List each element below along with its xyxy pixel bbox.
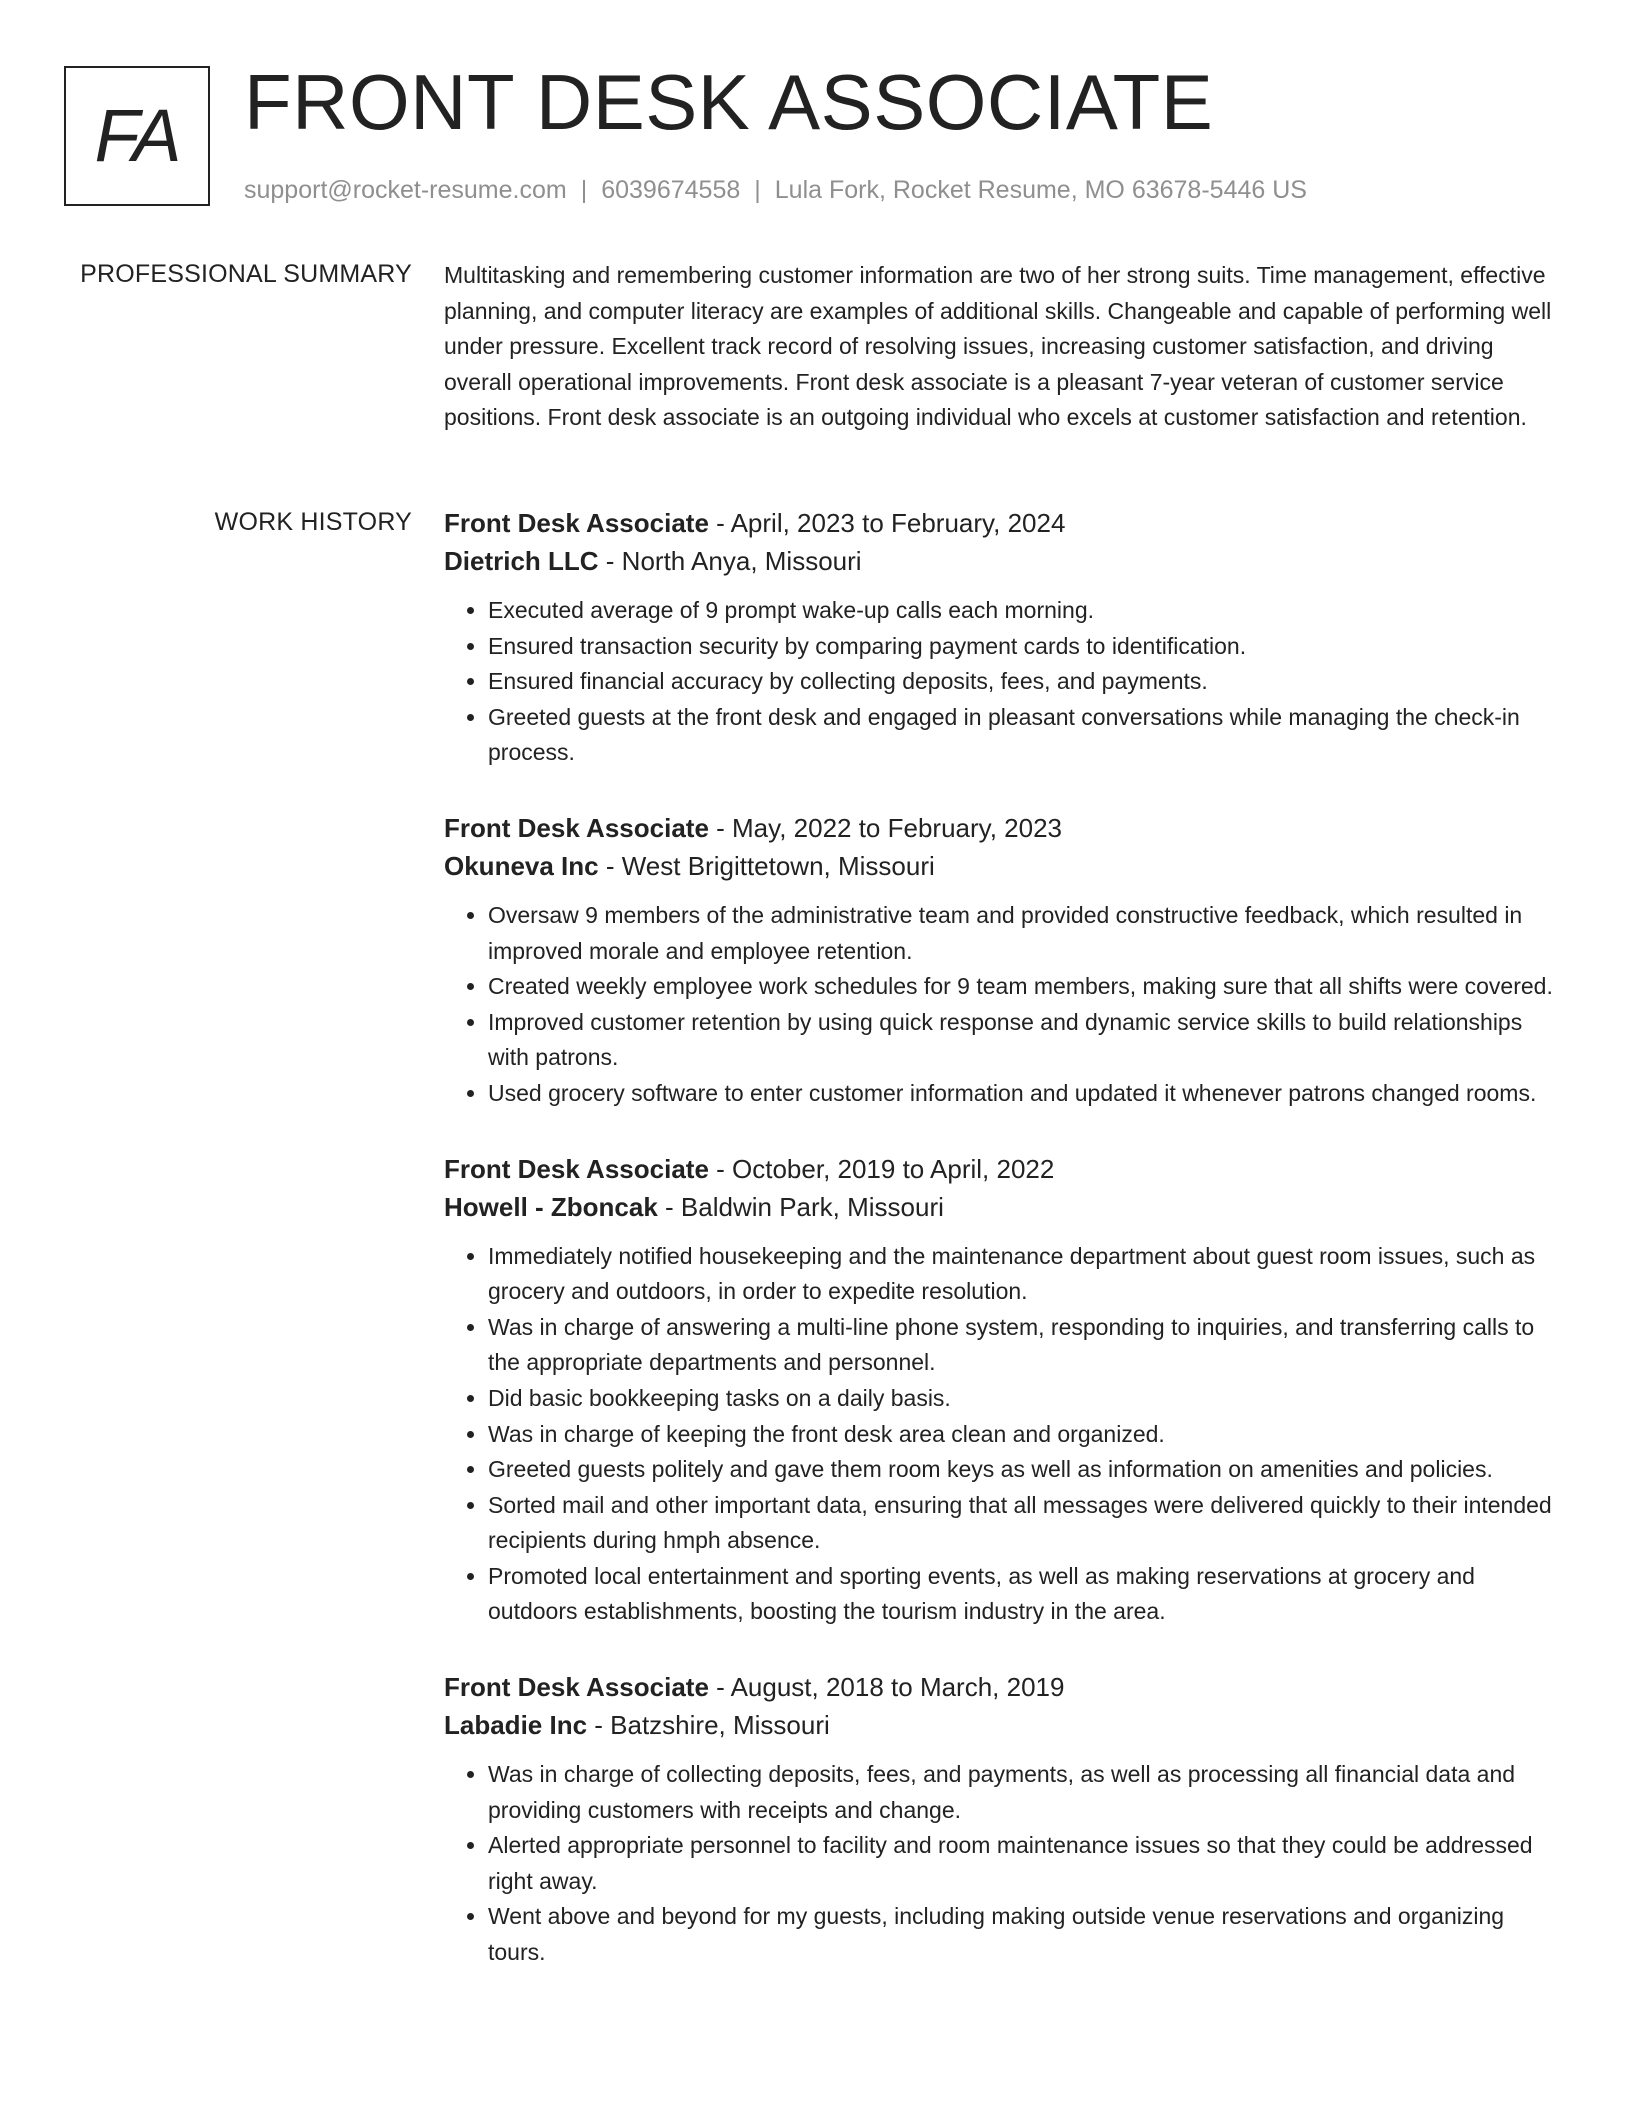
job-entry bbox=[444, 1668, 1556, 1971]
job-bullet: • Greeted guests politely and gave them room keys as well as information on amenities and policies. bbox=[488, 1452, 1556, 1488]
job-role: Front Desk Associate bbox=[444, 812, 709, 843]
job-company-line bbox=[444, 542, 1556, 580]
professional-summary-body bbox=[444, 258, 1556, 436]
job-bullet: • Promoted local entertainment and sporting events, as well as making reservations at grocery and outdoors establishments, boosting the tourism industry in the area. bbox=[488, 1559, 1556, 1630]
job-location: - Baldwin Park, Missouri bbox=[657, 1191, 944, 1222]
job-bullet: • Ensured financial accuracy by collecting deposits, fees, and payments. bbox=[488, 664, 1556, 700]
job-role: Front Desk Associate bbox=[444, 1153, 709, 1184]
job-bullet: • Oversaw 9 members of the administrative team and provided constructive feedback, which resulted in improved morale and employee retention. bbox=[488, 898, 1556, 969]
job-title-line bbox=[444, 809, 1556, 847]
job-dates: - October, 2019 to April, 2022 bbox=[708, 1153, 1055, 1184]
job-bullet: • Improved customer retention by using quick response and dynamic service skills to build relationships with patrons. bbox=[488, 1005, 1556, 1076]
monogram-badge bbox=[64, 66, 210, 206]
resume-name-title: FRONT DESK ASSOCIATE bbox=[244, 58, 1214, 146]
job-title-line bbox=[444, 1668, 1556, 1706]
job-location: - Batzshire, Missouri bbox=[587, 1710, 830, 1741]
job-bullet: • Was in charge of keeping the front desk area clean and organized. bbox=[488, 1417, 1556, 1453]
job-entry bbox=[444, 1150, 1556, 1631]
professional-summary-text: Multitasking and remembering customer information are two of her strong suits. Time management, effective planning, and computer literacy are examples of additional skills. Changeable and capable of performing well under pressure. Excellent track record of resolving issues, increasing customer satisfaction, and driving overall operational improvements. Front desk associate is a pleasant 7-year veteran of customer service positions. Front desk associate is an outgoing individual who excels at customer satisfaction and retention. bbox=[444, 262, 1552, 431]
job-location: - West Brigittetown, Missouri bbox=[598, 850, 935, 881]
professional-summary-heading: PROFESSIONAL SUMMARY bbox=[80, 260, 412, 288]
contact-phone: 6039674558 bbox=[601, 176, 741, 204]
job-bullet: • Sorted mail and other important data, ensuring that all messages were delivered quickly to their intended recipients during hmph absence. bbox=[488, 1488, 1556, 1559]
job-bullet-list bbox=[444, 898, 1556, 1112]
job-bullet: • Was in charge of collecting deposits, fees, and payments, as well as processing all financial data and providing customers with receipts and change. bbox=[488, 1757, 1556, 1828]
job-company: Okuneva Inc bbox=[444, 850, 599, 881]
job-company: Labadie Inc bbox=[444, 1710, 588, 1741]
contact-email: support@rocket-resume.com bbox=[244, 176, 567, 204]
job-bullet: • Went above and beyond for my guests, including making outside venue reservations and organizing tours. bbox=[488, 1899, 1556, 1970]
job-bullet-list bbox=[444, 1239, 1556, 1631]
job-bullet: • Was in charge of answering a multi-line phone system, responding to inquiries, and transferring calls to the appropriate departments and personnel. bbox=[488, 1310, 1556, 1381]
contact-address: Lula Fork, Rocket Resume, MO 63678-5446 US bbox=[774, 176, 1307, 204]
job-location: - North Anya, Missouri bbox=[598, 546, 862, 576]
job-dates: - April, 2023 to February, 2024 bbox=[708, 508, 1066, 538]
job-title-line bbox=[444, 1150, 1556, 1188]
job-role: Front Desk Associate bbox=[444, 1672, 709, 1703]
job-company-line bbox=[444, 847, 1556, 885]
job-bullet: • Greeted guests at the front desk and engaged in pleasant conversations while managing the check-in process. bbox=[488, 700, 1556, 771]
contact-separator: | bbox=[580, 176, 588, 204]
job-bullet: • Used grocery software to enter customer information and updated it whenever patrons changed rooms. bbox=[488, 1076, 1556, 1112]
job-title-line bbox=[444, 504, 1556, 542]
job-bullet: • Did basic bookkeeping tasks on a daily basis. bbox=[488, 1381, 1556, 1417]
job-dates: - August, 2018 to March, 2019 bbox=[708, 1672, 1065, 1703]
job-bullet-list bbox=[444, 593, 1556, 771]
job-company-line bbox=[444, 1188, 1556, 1226]
job-company-line bbox=[444, 1706, 1556, 1744]
job-entry bbox=[444, 809, 1556, 1112]
job-dates: - May, 2022 to February, 2023 bbox=[708, 812, 1063, 843]
contact-separator: | bbox=[754, 176, 761, 204]
job-bullet: • Executed average of 9 prompt wake-up calls each morning. bbox=[488, 593, 1556, 629]
work-history-heading: WORK HISTORY bbox=[214, 508, 412, 536]
contact-line bbox=[244, 174, 1307, 206]
job-role: Front Desk Associate bbox=[444, 508, 709, 538]
job-company: Dietrich LLC bbox=[444, 546, 599, 576]
job-bullet: • Immediately notified housekeeping and the maintenance department about guest room issues, such as grocery and outdoors, in order to expedite resolution. bbox=[488, 1239, 1556, 1310]
job-bullet: • Alerted appropriate personnel to facility and room maintenance issues so that they could be addressed right away. bbox=[488, 1828, 1556, 1899]
job-bullet: • Created weekly employee work schedules for 9 team members, making sure that all shifts were covered. bbox=[488, 969, 1556, 1005]
job-entry bbox=[444, 504, 1556, 771]
job-bullet-list bbox=[444, 1757, 1556, 1971]
monogram-initials: FA bbox=[94, 94, 180, 177]
job-company: Howell - Zboncak bbox=[444, 1191, 658, 1222]
work-history-body bbox=[444, 504, 1556, 2009]
job-bullet: • Ensured transaction security by comparing payment cards to identification. bbox=[488, 629, 1556, 665]
